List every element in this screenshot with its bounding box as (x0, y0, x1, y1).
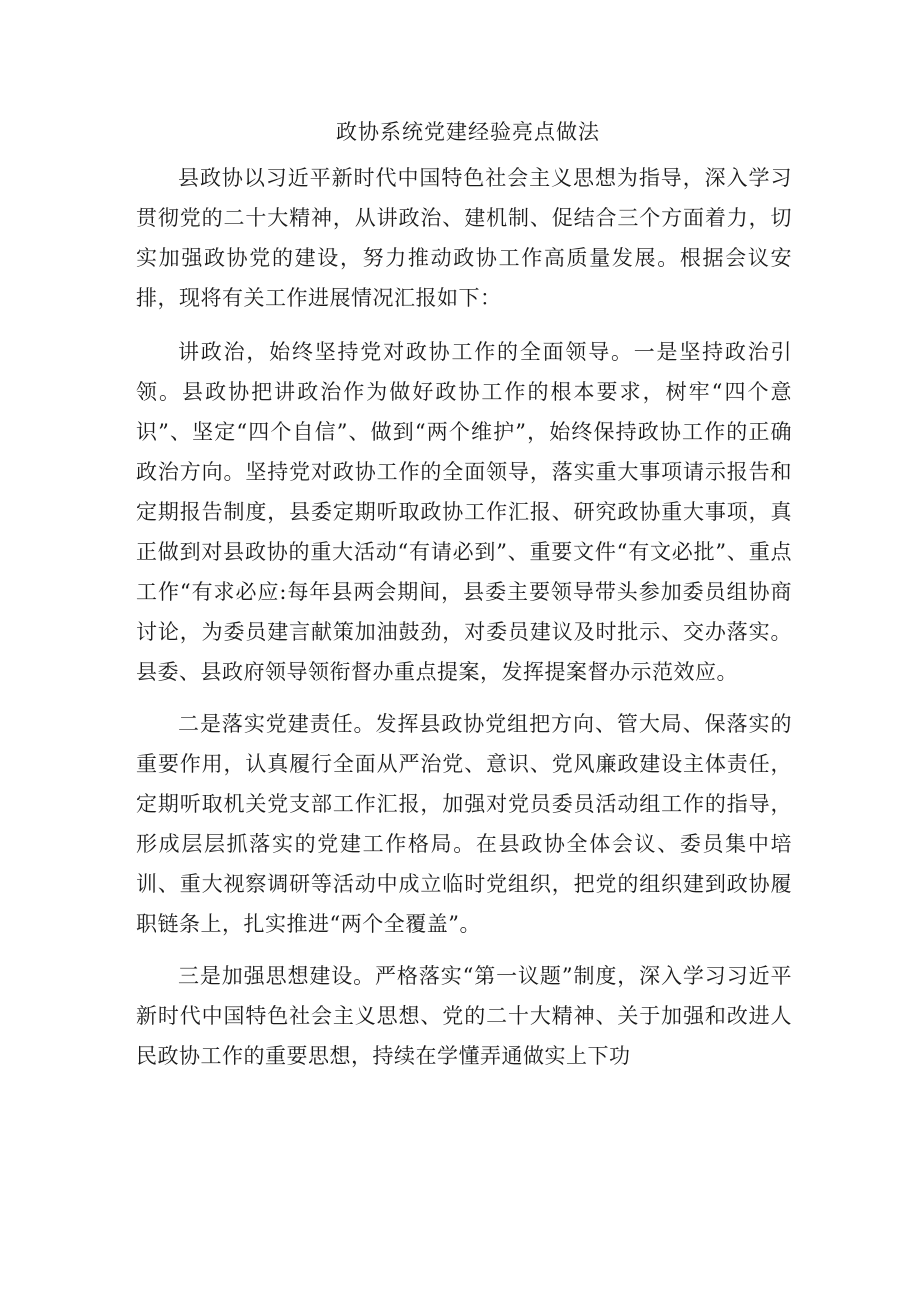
paragraph-political-leadership: 讲政治，始终坚持党对政协工作的全面领导。一是坚持政治引领。县政协把讲政治作为做好政协工作的根本要求，树牢“四个意识”、坚定“四个自信”、做到“两个维护”，始终保持政协工作的正确政治方向。坚持党对政协工作的全面领导，落实重大事项请示报告和定期报告制度，县委定期听取政协工作汇报、研究政协重大事项，真正做到对县政协的重大活动“有请必到”、重要文件“有文必批”、重点工作“有求必应:每年县两会期间，县委主要领导带头参加委员组协商讨论，为委员建言献策加油鼓劲，对委员建议及时批示、交办落实。县委、县政府领导领衔督办重点提案，发挥提案督办示范效应。 (136, 340, 792, 684)
paragraph-ideological-building: 三是加强思想建设。严格落实“第一议题”制度，深入学习习近平新时代中国特色社会主义思想、党的二十大精神、关于加强和改进人民政协工作的重要思想，持续在学懂弄通做实上下功 (136, 964, 792, 1068)
document-page (136, 118, 792, 1076)
document-title: 政协系统党建经验亮点做法 (336, 120, 600, 144)
paragraph-intro: 县政协以习近平新时代中国特色社会主义思想为指导，深入学习贯彻党的二十大精神，从讲政治、建机制、促结合三个方面着力，切实加强政协党的建设，努力推动政协工作高质量发展。根据会议安排，现将有关工作进展情况汇报如下： (136, 166, 792, 310)
paragraph-party-responsibility: 二是落实党建责任。发挥县政协党组把方向、管大局、保落实的重要作用，认真履行全面从严治党、意识、党风廉政建设主体责任，定期听取机关党支部工作汇报，加强对党员委员活动组工作的指导，形成层层抓落实的党建工作格局。在县政协全体会议、委员集中培训、重大视察调研等活动中成立临时党组织，把党的组织建到政协履职链条上，扎实推进“两个全覆盖”。 (136, 712, 792, 936)
